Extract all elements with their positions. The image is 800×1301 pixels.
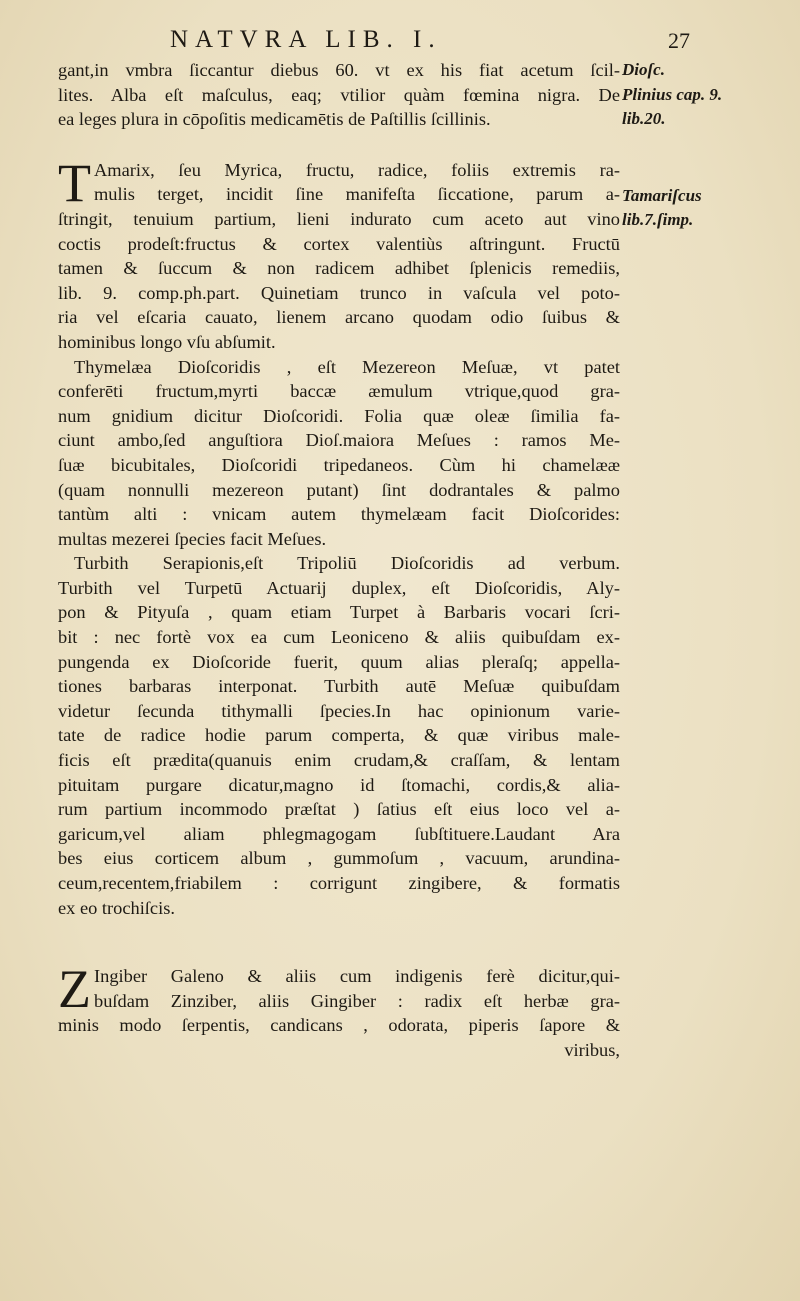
margin-note: lib.7.ſimp.: [622, 210, 694, 230]
text-line: tantùm alti : vnicam autem thymelæam facit Dioſcorides:: [58, 504, 620, 525]
text-line: Turbith Serapionis,eſt Tripoliū Dioſcoridis ad verbum.: [74, 553, 620, 574]
text-line: conferēti fructum,myrti baccæ æmulum vtrique,quod gra-: [58, 381, 620, 402]
running-head: [170, 26, 690, 56]
text-line: (quam nonnulli mezereon putant) ſint dodrantales & palmo: [58, 479, 620, 500]
text-line: pituitam purgare dicatur,magno id ſtomachi, cordis,& alia-: [58, 774, 620, 795]
text-line: ex eo trochiſcis.: [58, 897, 175, 918]
text-line: rum partium incommodo præſtat ) ſatius eſt eius loco vel a-: [58, 799, 620, 820]
text-line: gant,in vmbra ſiccantur diebus 60. vt ex his fiat acetum ſcil-: [58, 60, 620, 80]
text-line: Ingiber Galeno & aliis cum indigenis ferè dicitur,qui-: [94, 966, 620, 987]
text-line: mulis terget, incidit ſine manifeſta ſiccatione, parum a-: [94, 184, 620, 205]
text-line: minis modo ſerpentis, candicans , odorata, piperis ſapore &: [58, 1015, 620, 1036]
text-line: lites. Alba eſt maſculus, eaq; vtilior quàm fœmina nigra. De: [58, 84, 620, 105]
text-line: tate de radice hodie parum comperta, & quæ viribus male-: [58, 725, 620, 746]
margin-note: Dioſc.: [622, 60, 665, 79]
text-line: tiones barbaras interponat. Turbith autē Meſuæ quibuſdam: [58, 676, 620, 697]
page-number: 27: [668, 28, 690, 53]
text-line: ſuæ bicubitales, Dioſcoridi tripedaneos. Cùm hi chamelææ: [58, 454, 620, 475]
text-line: bit : nec fortè vox ea cum Leoniceno & aliis quibuſdam ex-: [58, 627, 620, 648]
catchword: viribus,: [564, 1039, 620, 1060]
margin-note: lib.20.: [622, 109, 666, 129]
text-line: coctis prodeſt:fructus & cortex valentiùs aſtringunt. Fructū: [58, 233, 620, 254]
text-line: pungenda ex Dioſcoride fuerit, quum alias pleraſq; appella-: [58, 651, 620, 672]
zingiber-paragraph: [58, 959, 620, 1062]
text-line: ciunt ambo,ſed anguſtiora Dioſ.maiora Meſues : ramos Me-: [58, 430, 620, 451]
margin-note: Plinius cap. 9.: [622, 84, 723, 104]
running-title: NATVRA LIB. I.: [170, 26, 442, 53]
text-line: num gnidium dicitur Dioſcoridi. Folia quæ oleæ ſimilia fa-: [58, 405, 620, 426]
tamarix-paragraph: [58, 152, 620, 355]
text-line: garicum,vel aliam phlegmagogam ſubſtituere.Laudant Ara: [58, 823, 620, 844]
text-line: ſtringit, tenuium partium, lieni indurato cum aceto aut vino: [58, 208, 620, 229]
drop-cap-t: T: [58, 152, 91, 213]
main-text-block: [58, 58, 620, 1063]
text-line: lib. 9. comp.ph.part. Quinetiam trunco in vaſcula vel poto-: [58, 282, 620, 303]
text-line: ceum,recentem,friabilem : corrigunt zingibere, & formatis: [58, 873, 620, 893]
text-line: ria vel eſcaria cauato, lienem arcano quodam odio ſuibus &: [58, 307, 620, 328]
text-line: hominibus longo vſu abſumit.: [58, 331, 276, 352]
text-line: Thymelæa Dioſcoridis , eſt Mezereon Meſuæ, vt patet: [74, 356, 620, 377]
thymelaea-paragraph: [58, 355, 620, 552]
text-line: bes eius corticem album , gummoſum , vacuum, arundina-: [58, 848, 620, 869]
turbith-paragraph: [58, 551, 620, 920]
margin-notes: [622, 58, 792, 233]
text-line: multas mezerei ſpecies facit Meſues.: [58, 528, 327, 549]
text-line: buſdam Zinziber, aliis Gingiber : radix eſt herbæ gra-: [94, 990, 620, 1011]
text-line: tamen & ſuccum & non radicem adhibet ſplenicis remediis,: [58, 258, 620, 279]
text-line: ficis eſt prædita(quanuis enim crudam,& craſſam, & lentam: [58, 750, 620, 771]
margin-note: Tamariſcus: [622, 185, 702, 205]
text-line: videtur ſecunda tithymalli ſpecies.In hac opinionum varie-: [58, 700, 620, 721]
text-line: Turbith vel Turpetū Actuarij duplex, eſt Dioſcoridis, Aly-: [58, 577, 620, 598]
text-line: ea leges plura in cōpoſitis medicamētis de Paſtillis ſcillinis.: [58, 109, 491, 130]
text-line: Amarix, ſeu Myrica, fructu, radice, foliis extremis ra-: [94, 159, 620, 180]
text-line: pon & Pityuſa , quam etiam Turpet à Barbaris vocari ſcri-: [58, 602, 620, 623]
drop-cap-z: Z: [58, 959, 91, 1020]
